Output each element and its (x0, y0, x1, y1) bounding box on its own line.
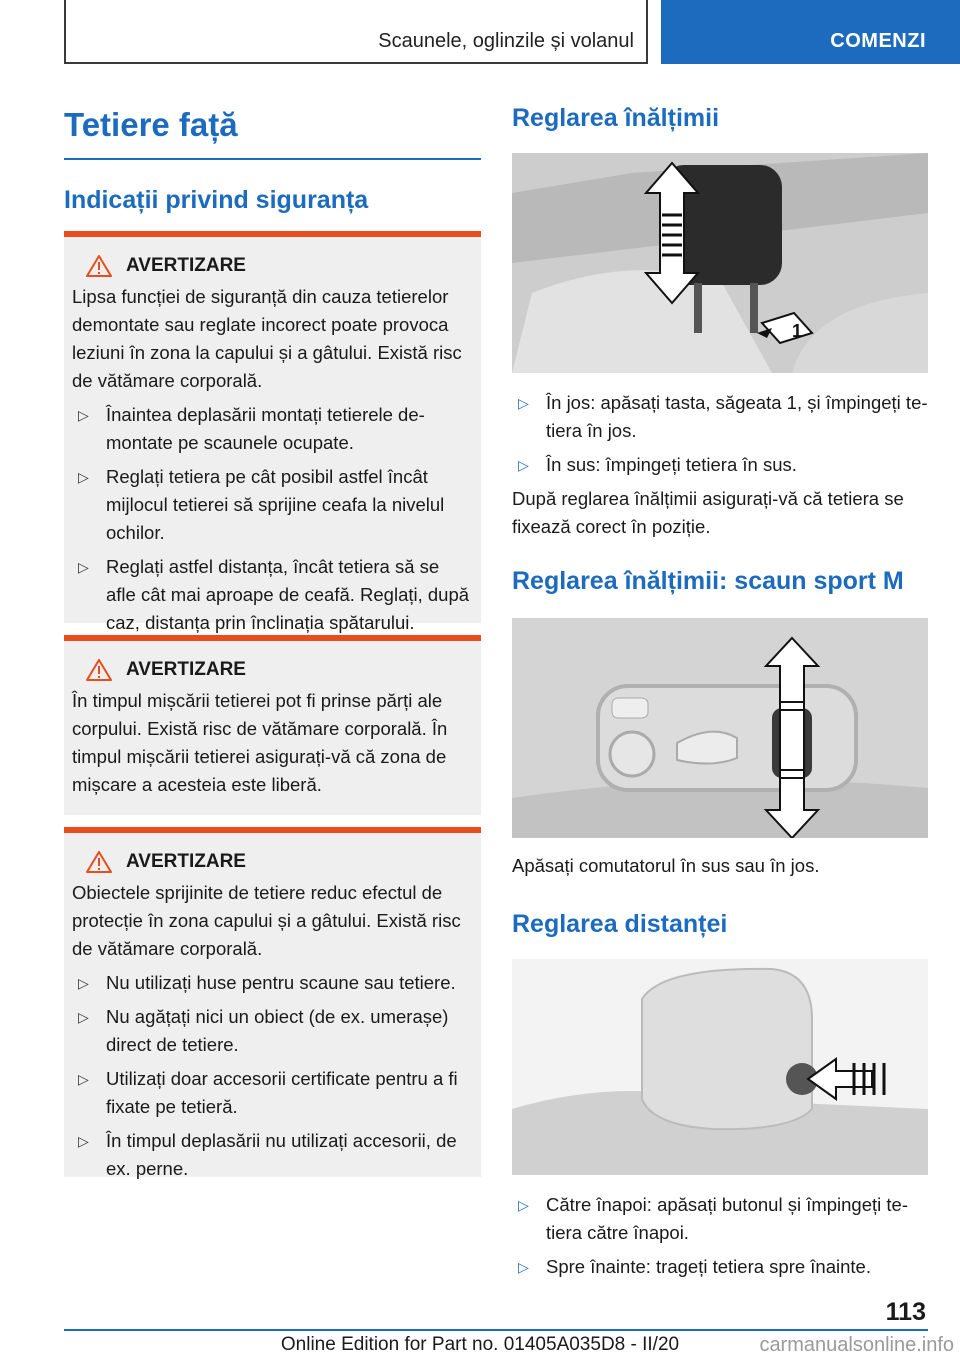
headrest-distance-photo (512, 959, 928, 1175)
footer-edition: Online Edition for Part no. 01405A035D8 - II/20 (280, 1334, 680, 1355)
warning-label: AVERTIZARE (126, 255, 246, 276)
list-item: ▷ Înaintea deplasării montați tetierele de-montate pe scaunele ocupate. (72, 401, 473, 457)
warning-text-2: În timpul mișcării tetierei pot fi prinse părți ale corpului. Există risc de vătămare corporală. În timpul mișcării tetierei asigurați-vă că zona de mișcare a acesteia este liberă. (72, 690, 448, 795)
title-rule (64, 158, 481, 160)
warning-box-2 (64, 635, 481, 815)
warning-1-list (72, 401, 473, 637)
sport-seat-switch-illustration (512, 618, 928, 838)
warning-box-1 (64, 231, 481, 633)
section-title-distance: Reglarea distanței (512, 910, 728, 938)
right-column (512, 96, 928, 1287)
height-steps-list (512, 389, 928, 479)
header-tab-comenzi[interactable] (661, 0, 960, 64)
warning-header-1 (72, 255, 473, 277)
footer-rule (64, 1329, 928, 1331)
bullet-triangle-icon: ▷ (78, 1133, 89, 1149)
list-item: ▷ În timpul deplasării nu utilizați accesorii, de ex. perne. (72, 1127, 473, 1183)
bullet-triangle-icon: ▷ (78, 407, 89, 423)
list-item: ▷ Nu utilizați huse pentru scaune sau tetiere. (72, 969, 473, 997)
headrest-distance-illustration (512, 959, 928, 1175)
warning-text-3: Obiectele sprijinite de tetiere reduc efectul de protecție în zona capului și a gâtului. Există risc de vătămare corporală. (72, 882, 461, 959)
section-title-safety: Indicații privind siguranța (64, 186, 369, 214)
warning-text-1: Lipsa funcției de siguranță din cauza tetierelor demontate sau reglate incorect poate provoca leziuni în zona la capului și a gâtului. Există risc de vătămare corporală. (72, 286, 462, 391)
bullet-triangle-icon: ▷ (78, 1009, 89, 1025)
list-item: ▷ Utilizați doar accesorii certificate pentru a fi fixate pe tetieră. (72, 1065, 473, 1121)
bullet-triangle-icon: ▷ (78, 559, 89, 575)
left-column (64, 96, 481, 1177)
bullet-triangle-icon: ▷ (518, 457, 529, 473)
sport-seat-text: Apăsați comutatorul în sus sau în jos. (512, 855, 820, 876)
list-item: ▷ Către înapoi: apăsați butonul și împingeți te-tiera către înapoi. (512, 1191, 928, 1247)
headrest-height-photo (512, 153, 928, 373)
header-section-box (64, 0, 648, 64)
warning-header-3 (72, 851, 473, 873)
bullet-triangle-icon: ▷ (78, 1071, 89, 1087)
warning-box-3 (64, 827, 481, 1177)
warning-triangle-icon (86, 255, 112, 277)
warning-3-list (72, 969, 473, 1183)
list-item: ▷ Nu agățați nici un obiect (de ex. umerașe) direct de tetiere. (72, 1003, 473, 1059)
watermark: carmanualsonline.info (759, 1334, 954, 1356)
distance-steps-list (512, 1191, 928, 1281)
warning-triangle-icon (86, 659, 112, 681)
headrest-height-illustration (512, 153, 928, 373)
header-section-title: Scaunele, oglinzile și volanul (378, 30, 634, 52)
header-tab-label: COMENZI (830, 30, 926, 52)
list-item: ▷ Reglați astfel distanța, încât tetiera să se afle cât mai aproape de ceafă. Reglați, după caz, distanța prin înclinația spătarului. (72, 553, 473, 637)
bullet-triangle-icon: ▷ (518, 395, 529, 411)
list-item: ▷ Spre înainte: trageți tetiera spre înainte. (512, 1253, 928, 1281)
bullet-triangle-icon: ▷ (78, 975, 89, 991)
section-title-sport-seat: Reglarea înălțimii: scaun sport M (512, 567, 904, 595)
list-item: ▷ În sus: împingeți tetiera în sus. (512, 451, 928, 479)
list-item: ▷ Reglați tetiera pe cât posibil astfel încât mijlocul tetierei să sprijine ceafa la nivelul ochilor. (72, 463, 473, 547)
list-item: ▷ În jos: apăsați tasta, săgeata 1, și împingeți te-tiera în jos. (512, 389, 928, 445)
bullet-triangle-icon: ▷ (518, 1259, 529, 1275)
page-title: Tetiere față (64, 106, 238, 143)
figure-label-1: 1 (792, 321, 803, 341)
warning-triangle-icon (86, 851, 112, 873)
section-title-height: Reglarea înălțimii (512, 104, 720, 132)
warning-label: AVERTIZARE (126, 851, 246, 872)
warning-label: AVERTIZARE (126, 659, 246, 680)
warning-header-2 (72, 659, 473, 681)
page-number: 113 (885, 1298, 926, 1326)
sport-seat-switch-photo (512, 618, 928, 838)
bullet-triangle-icon: ▷ (518, 1197, 529, 1213)
bullet-triangle-icon: ▷ (78, 469, 89, 485)
height-after-text: După reglarea înălțimii asigurați-vă că tetiera se fixează corect în poziție. (512, 488, 904, 537)
